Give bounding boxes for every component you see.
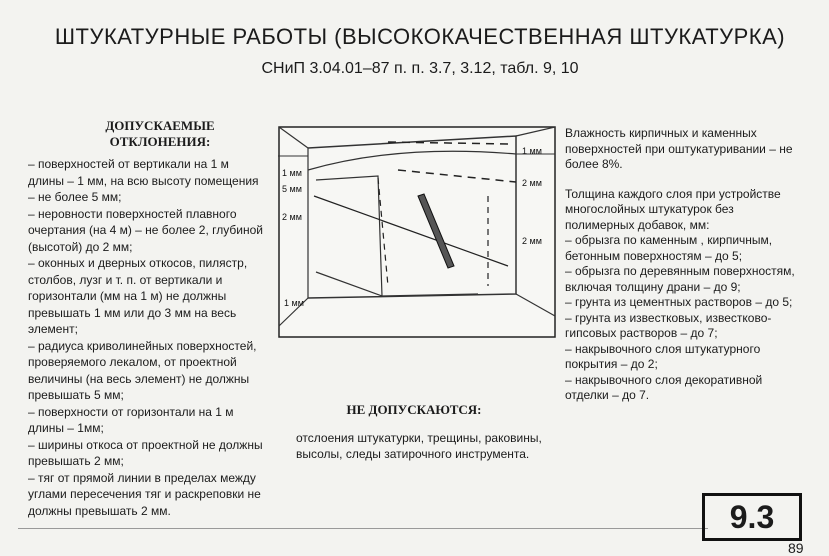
norm-reference: СНиП 3.04.01–87 п. п. 3.7, 3.12, табл. 9, 10 (261, 60, 579, 77)
label-left-5mm: 5 мм (282, 184, 302, 194)
layer-requirements (565, 126, 805, 404)
label-left-bottom-1mm: 1 мм (284, 298, 304, 308)
label-left-1mm: 1 мм (282, 168, 302, 178)
room-deviation-diagram (278, 126, 556, 338)
heading-line-1: ДОПУСКАЕМЫЕ (105, 118, 215, 133)
label-right-2mm-top: 2 мм (522, 178, 542, 188)
not-allowed-text: отслоения штукатурки, трещины, раковины, высолы, следы затирочного инструмента. (296, 431, 542, 461)
humidity-paragraph: Влажность кирпичных и каменных поверхностей при оштукатуривании – не более 8%. (565, 126, 793, 171)
layer-thickness-intro: Толщина каждого слоя при устройстве многослойных штукатурок без полимерных добавок, мм: (565, 186, 781, 232)
allowed-deviations-list (28, 156, 266, 519)
list-item: – грунта из известковых, известково-гипсовых растворов – до 7; (565, 310, 772, 340)
list-item: – накрывочного слоя штукатурного покрытия – до 2; (565, 341, 761, 371)
list-item: – оконных и дверных откосов, пилястр, столбов, лузг и т. п. от вертикали и горизонтали (мм на 1 м) не должны превышать 1 мм или до 3 мм на весь элемент; (28, 256, 248, 336)
label-left-2mm: 2 мм (282, 212, 302, 222)
allowed-deviations-heading (60, 118, 260, 150)
heading-line-2: ОТКЛОНЕНИЯ: (109, 134, 211, 149)
list-item: – накрывочного слоя декоративной отделки – до 7. (565, 372, 763, 402)
list-item: – поверхностей от вертикали на 1 м длины – 1 мм, на всю высоту помещения – не более 5 мм; (28, 157, 259, 204)
list-item: – грунта из цементных растворов – до 5; (565, 295, 793, 309)
list-item: – ширины откоса от проектной не должны превышать 2 мм; (28, 437, 263, 468)
list-item: – обрызга по каменным , кирпичным, бетонным поверхностям – до 5; (565, 233, 773, 263)
list-item: – радиуса криволинейных поверхностей, проверяемого лекалом, от проектной величины (на весь элемент) не должны превышать 5 мм; (28, 338, 257, 402)
bottom-rule (18, 528, 708, 529)
list-item: – неровности поверхностей плавного очертания (на 4 м) – не более 2, глубиной (высотой) до 2 мм; (28, 206, 263, 254)
list-item: – тяг от прямой линии в пределах между углами пересечения тяг и раскреповки не должны превышать 2 мм. (28, 470, 261, 518)
label-right-2mm-bottom: 2 мм (522, 236, 542, 246)
page-title: ШТУКАТУРНЫЕ РАБОТЫ (ВЫСОКОКАЧЕСТВЕННАЯ ШТУКАТУРКА) (54, 24, 786, 49)
section-number-badge: 9.3 (702, 493, 802, 541)
list-item: – обрызга по деревянным поверхностям, включая толщину драни – до 9; (565, 264, 795, 294)
page-number: 89 (788, 540, 804, 556)
list-item: – поверхности от горизонтали на 1 м длины – 1мм; (28, 404, 234, 435)
label-right-1mm: 1 мм (522, 146, 542, 156)
not-allowed-heading: НЕ ДОПУСКАЮТСЯ: (346, 402, 482, 417)
